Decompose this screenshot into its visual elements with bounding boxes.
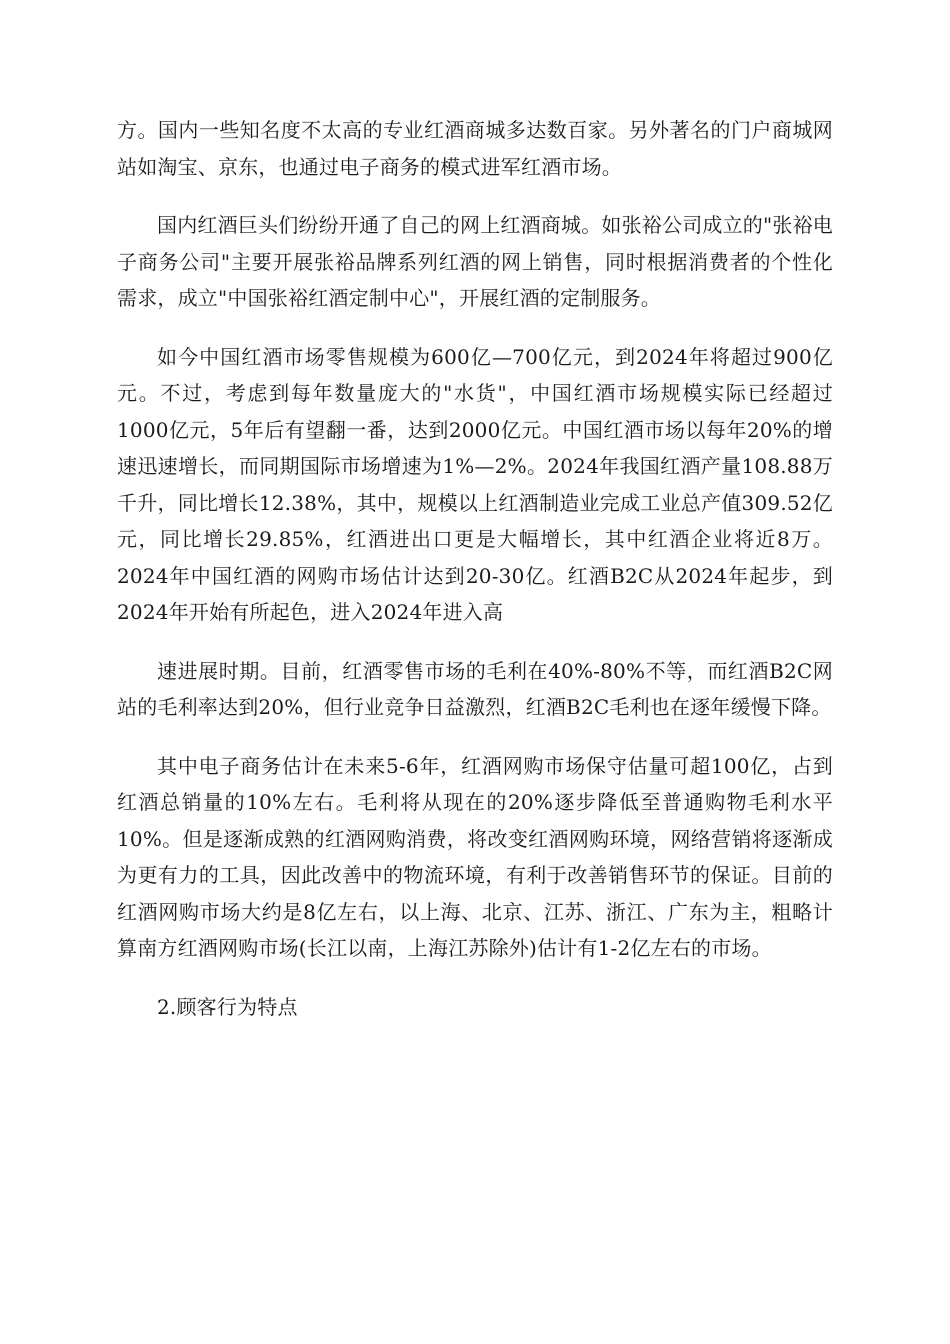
paragraph-1: 方。国内一些知名度不太高的专业红酒商城多达数百家。另外著名的门户商城网站如淘宝、京东，也通过电子商务的模式进军红酒市场。 xyxy=(117,118,833,179)
paragraph-4: 速进展时期。目前，红酒零售市场的毛利在40%-80%不等，而红酒B2C网站的毛利率达到20%，但行业竞争日益激烈，红酒B2C毛利也在逐年缓慢下降。 xyxy=(117,658,833,719)
paragraph-3: 如今中国红酒市场零售规模为600亿—700亿元，到2024年将超过900亿元。不过，考虑到每年数量庞大的"水货"，中国红酒市场规模实际已经超过1000亿元，5年后有望翻一番，达到2000亿元。中国红酒市场以每年20%的增速迅速增长，而同期国际市场增速为1%—2%。2024年我国红酒产量108.88万千升，同比增长12.38%，其中，规模以上红酒制造业完成工业总产值309.52亿元，同比增长29.85%，红酒进出口更是大幅增长，其中红酒企业将近8万。2024年中国红酒的网购市场估计达到20-30亿。红酒B2C从2024年起步，到2024年开始有所起色，进入2024年进入高 xyxy=(117,344,833,624)
paragraph-5: 其中电子商务估计在未来5-6年，红酒网购市场保守估量可超100亿，占到红酒总销量的10%左右。毛利将从现在的20%逐步降低至普通购物毛利水平10%。但是逐渐成熟的红酒网购消费，将改变红酒网购环境，网络营销将逐渐成为更有力的工具，因此改善中的物流环境，有利于改善销售环节的保证。目前的红酒网购市场大约是8亿左右，以上海、北京、江苏、浙江、广东为主，粗略计算南方红酒网购市场(长江以南，上海江苏除外)估计有1-2亿左右的市场。 xyxy=(117,753,833,960)
document-body xyxy=(117,112,833,1047)
paragraph-2: 国内红酒巨头们纷纷开通了自己的网上红酒商城。如张裕公司成立的"张裕电子商务公司"主要开展张裕品牌系列红酒的网上销售，同时根据消费者的个性化需求，成立"中国张裕红酒定制中心"，开展红酒的定制服务。 xyxy=(117,213,833,310)
section-heading: 2.顾客行为特点 xyxy=(157,994,298,1019)
